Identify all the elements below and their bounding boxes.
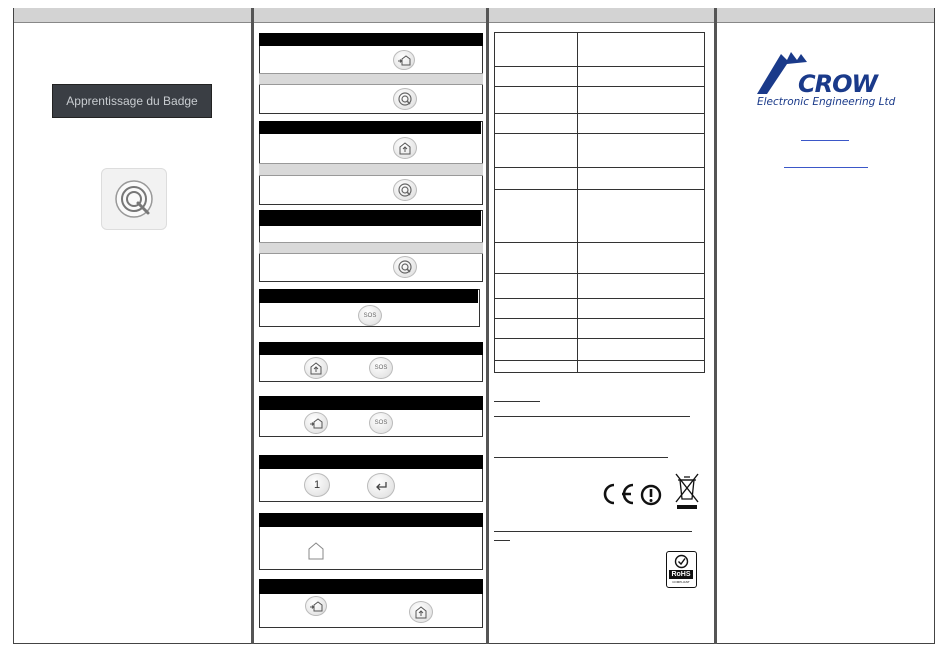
ce-mark — [598, 482, 638, 506]
tag-icon-tile — [101, 168, 167, 230]
sos-key — [369, 412, 393, 434]
table-row — [495, 299, 705, 319]
table-row — [495, 168, 705, 190]
sos-label: SOS — [374, 365, 388, 371]
enter-key — [367, 473, 395, 499]
underline-rule — [494, 401, 540, 402]
home-arm-icon — [414, 605, 428, 619]
column-1-header — [14, 8, 252, 23]
learn-tag-button[interactable]: Apprentissage du Badge — [52, 84, 212, 118]
sos-key — [358, 305, 382, 326]
table-row — [495, 190, 705, 243]
weee-bin-icon — [674, 472, 700, 512]
proximity-tag-icon — [397, 91, 413, 107]
table-row — [495, 319, 705, 339]
table-row — [495, 87, 705, 114]
table-row — [495, 114, 705, 134]
panel-header-bar — [259, 396, 483, 410]
logo-tagline: Electronic Engineering Ltd — [757, 96, 896, 108]
proximity-tag-icon — [397, 182, 413, 198]
home-arm-icon — [398, 141, 412, 155]
underline-rule — [494, 416, 690, 417]
panel-header-bar — [259, 289, 478, 303]
column-2-header — [254, 8, 486, 23]
table-row — [495, 33, 705, 67]
away-arm-icon — [309, 417, 323, 429]
panel-header-bar — [259, 33, 483, 46]
rohs-check-icon — [674, 554, 689, 569]
key-one — [304, 473, 330, 497]
sos-key — [369, 357, 393, 379]
away-arm-key — [305, 596, 327, 616]
rohs-compliant-icon — [666, 551, 697, 588]
panel-header-bar — [259, 342, 483, 355]
rohs-sublabel: COMPLIANT — [672, 580, 690, 584]
website-link[interactable] — [801, 140, 849, 141]
table-row — [495, 67, 705, 87]
rohs-label: RoHS — [669, 570, 693, 579]
underline-rule — [494, 540, 510, 541]
tag-key — [393, 179, 417, 201]
column-4-header — [717, 8, 934, 23]
alert-symbol — [640, 484, 662, 506]
panel-header-bar — [259, 121, 481, 134]
panel-header-bar — [259, 455, 483, 469]
panel-sub-bar — [259, 73, 483, 85]
key-one-label: 1 — [313, 479, 321, 491]
underline-rule — [494, 457, 668, 458]
home-arm-key — [304, 357, 328, 379]
proximity-tag-icon — [397, 259, 413, 275]
panel-sub-bar — [259, 163, 483, 176]
table-row — [495, 361, 705, 373]
away-arm-key — [393, 50, 415, 70]
home-arm-key — [393, 137, 417, 159]
panel-header-bar — [259, 513, 483, 527]
home-arm-key — [409, 601, 433, 623]
table-row — [495, 274, 705, 299]
tag-key — [393, 256, 417, 278]
sos-label: SOS — [363, 312, 377, 319]
house-outline-icon — [306, 541, 326, 561]
table-row — [495, 243, 705, 274]
table-row — [495, 134, 705, 168]
panel-sub-bar — [259, 242, 483, 254]
away-arm-icon — [397, 54, 411, 66]
enter-icon — [374, 480, 388, 492]
logo-word: CROW — [798, 70, 877, 98]
panel-header-bar — [259, 579, 483, 594]
underline-rule — [494, 531, 692, 532]
home-arm-icon — [309, 361, 323, 375]
panel-header-bar — [259, 210, 481, 226]
spec-table — [494, 32, 705, 373]
table-row — [495, 339, 705, 361]
sos-label: SOS — [374, 420, 388, 426]
proximity-tag-icon — [102, 169, 166, 229]
away-arm-key — [304, 412, 328, 434]
tag-key — [393, 88, 417, 110]
away-arm-icon — [309, 600, 323, 612]
email-link[interactable] — [784, 167, 868, 168]
column-3-header — [489, 8, 714, 23]
